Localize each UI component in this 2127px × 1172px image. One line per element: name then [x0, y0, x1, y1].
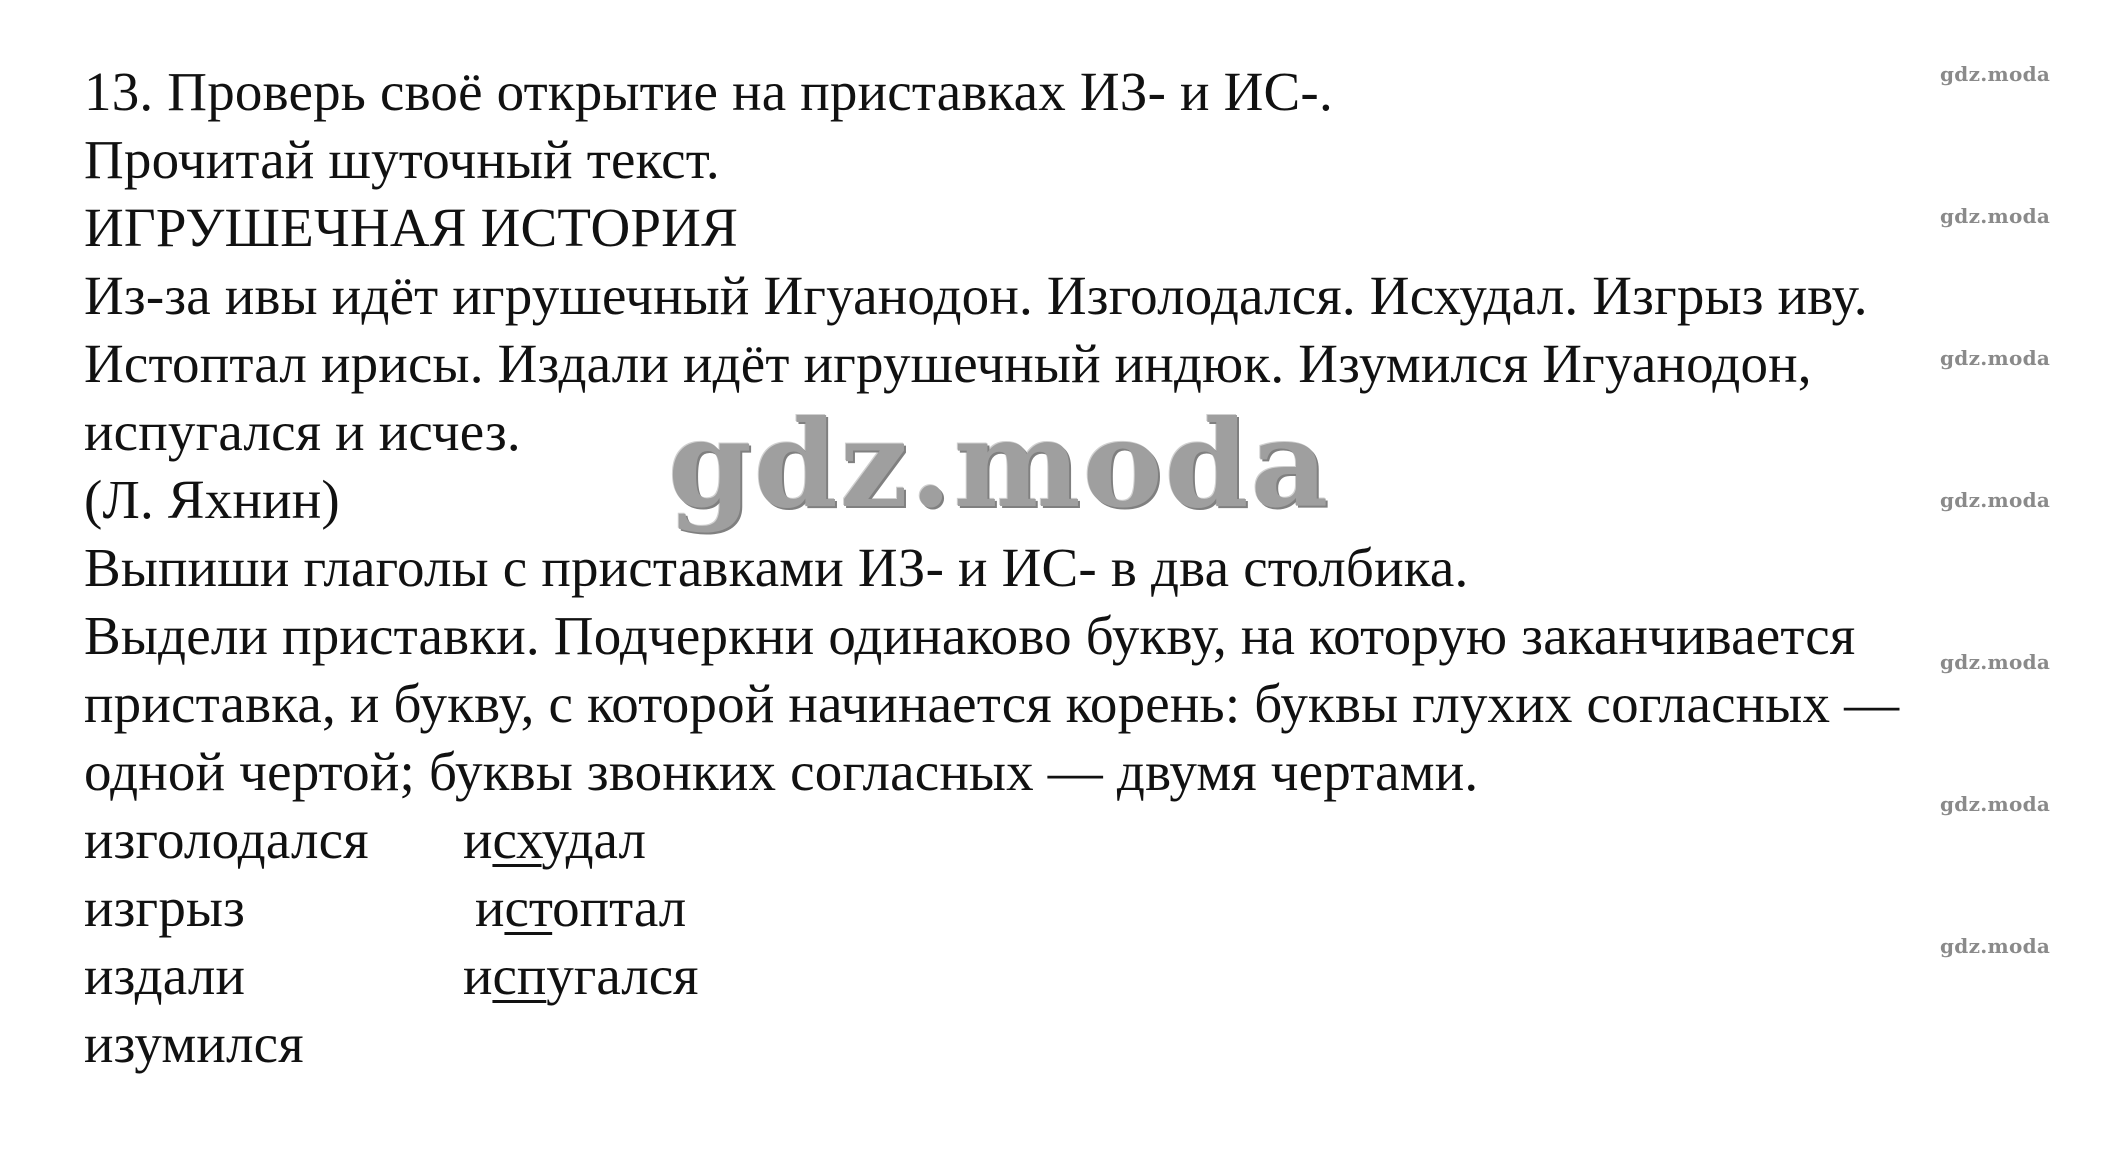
iz-word-2: изгрыз — [84, 877, 246, 938]
watermark-small-1: gdz.moda — [1940, 62, 2051, 86]
watermark-large: gdz.moda — [668, 394, 1331, 535]
task-heading: 13. Проверь своё открытие на приставках ИЗ- и ИС-. — [84, 61, 1333, 122]
is-word-2-prefix: и — [475, 877, 505, 938]
watermark-small-7: gdz.moda — [1940, 934, 2051, 958]
iz-word-4: изумился — [84, 1013, 304, 1074]
is-word-1-prefix: и — [463, 809, 493, 870]
is-word-3-underlined: сп — [492, 945, 547, 1006]
watermark-small-5: gdz.moda — [1940, 650, 2051, 674]
is-word-1-rest: удал — [541, 809, 646, 870]
instruction-mark-2: приставка, и букву, с которой начинается корень: буквы глухих согласных — — [84, 673, 1900, 734]
watermark-small-2: gdz.moda — [1940, 204, 2051, 228]
story-line-3: испугался и исчез. — [84, 401, 521, 462]
is-word-1 — [463, 806, 646, 874]
story-title: ИГРУШЕЧНАЯ ИСТОРИЯ — [84, 197, 738, 258]
is-word-2-underlined: ст — [504, 877, 553, 938]
is-word-1-underlined: сх — [492, 809, 542, 870]
story-line-1: Из-за ивы идёт игрушечный Игуанодон. Изголодался. Исхудал. Изгрыз иву. — [84, 265, 1868, 326]
instruction-read: Прочитай шуточный текст. — [84, 129, 720, 190]
story-author: (Л. Яхнин) — [84, 469, 340, 530]
watermark-small-3: gdz.moda — [1940, 346, 2051, 370]
iz-word-3: издали — [84, 945, 246, 1006]
story-line-2: Истоптал ирисы. Издали идёт игрушечный индюк. Изумился Игуанодон, — [84, 333, 1812, 394]
is-word-3-prefix: и — [463, 945, 493, 1006]
iz-word-1: изголодался — [84, 809, 369, 870]
is-word-2 — [475, 874, 686, 942]
watermark-small-6: gdz.moda — [1940, 792, 2051, 816]
is-word-3-rest: угался — [546, 945, 699, 1006]
is-word-3 — [463, 942, 698, 1010]
instruction-mark-1: Выдели приставки. Подчеркни одинаково букву, на которую заканчивается — [84, 605, 1856, 666]
instruction-write: Выпиши глаголы с приставками ИЗ- и ИС- в два столбика. — [84, 537, 1469, 598]
is-word-2-rest: оптал — [552, 877, 687, 938]
instruction-mark-3: одной чертой; буквы звонких согласных — двумя чертами. — [84, 741, 1479, 802]
watermark-small-4: gdz.moda — [1940, 488, 2051, 512]
